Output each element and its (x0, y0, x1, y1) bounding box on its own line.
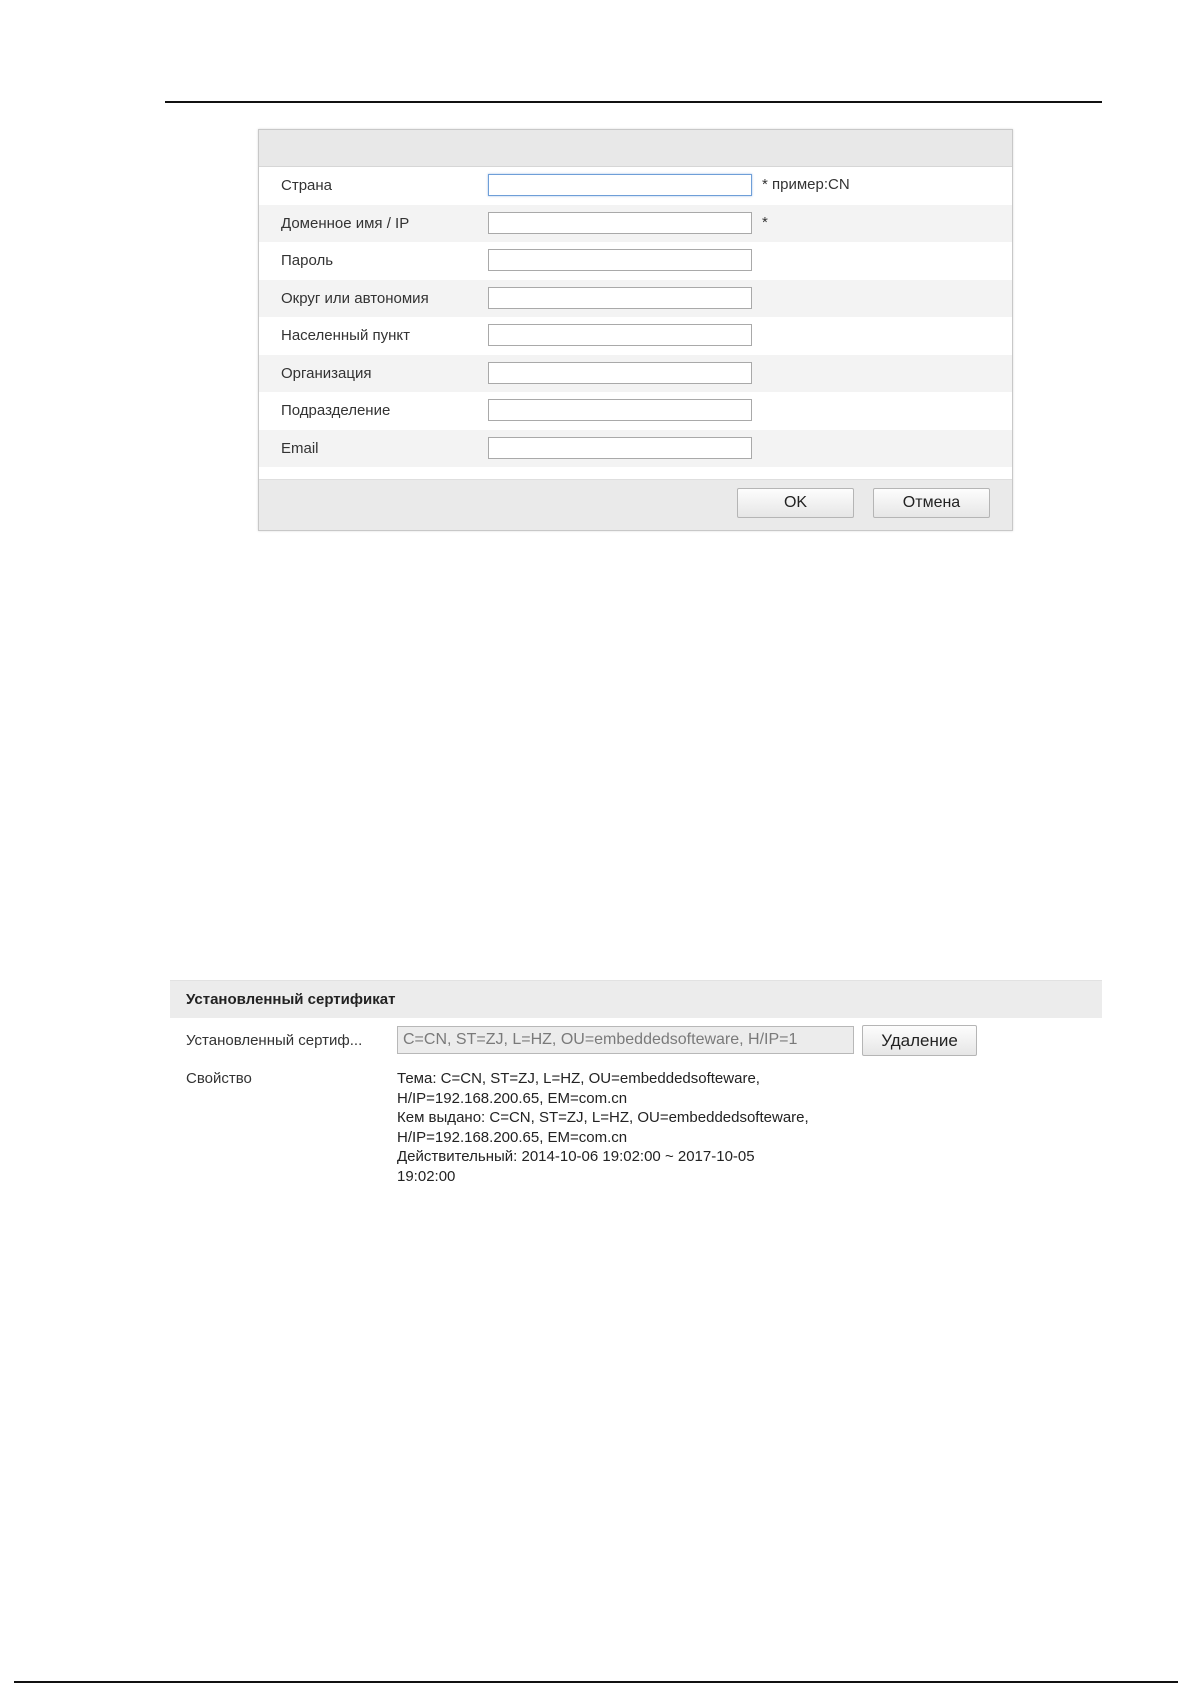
form-row (259, 167, 1012, 205)
field-input[interactable] (488, 399, 752, 421)
dialog-footer (259, 479, 1012, 530)
property-line: 19:02:00 (397, 1167, 456, 1185)
field-label: Email (281, 439, 319, 457)
form-row (259, 392, 1012, 430)
property-label: Свойство (186, 1070, 252, 1087)
certificate-form (259, 167, 1012, 467)
field-hint: * пример:CN (762, 176, 850, 193)
create-certificate-dialog (258, 129, 1013, 531)
field-label: Подразделение (281, 402, 391, 419)
property-line: H/IP=192.168.200.65, EM=com.cn (397, 1128, 628, 1146)
form-row (259, 205, 1012, 243)
field-input[interactable] (488, 362, 752, 384)
field-label: Пароль (281, 252, 334, 269)
field-input[interactable] (488, 174, 752, 196)
page-footer-rule (14, 1681, 1178, 1683)
installed-certificate-field[interactable]: C=CN, ST=ZJ, L=HZ, OU=embeddedsofteware, H/IP=1 (397, 1026, 854, 1054)
form-row (259, 430, 1012, 468)
property-line: Кем выдано: C=CN, ST=ZJ, L=HZ, OU=embeddedsofteware, (397, 1109, 809, 1126)
field-label: Населенный пункт (281, 327, 411, 344)
delete-button[interactable]: Удаление (862, 1025, 977, 1056)
page-header-rule (165, 101, 1102, 103)
field-input[interactable] (488, 212, 752, 234)
field-input[interactable] (488, 324, 752, 346)
form-row (259, 242, 1012, 280)
field-label: Организация (281, 364, 372, 382)
installed-certificate-panel (170, 980, 1102, 1185)
field-input[interactable] (488, 287, 752, 309)
field-input[interactable] (488, 249, 752, 271)
property-line: H/IP=192.168.200.65, EM=com.cn (397, 1089, 628, 1107)
field-label: Доменное имя / IP (281, 214, 410, 232)
installed-certificate-title: Установленный сертификат (170, 980, 1102, 1018)
property-line: Тема: C=CN, ST=ZJ, L=HZ, OU=embeddedsofteware, (397, 1070, 760, 1087)
ok-button[interactable]: OK (737, 488, 854, 518)
form-row (259, 280, 1012, 318)
certificate-properties (397, 1069, 867, 1186)
installed-certificate-label: Установленный сертиф... (186, 1032, 363, 1049)
dialog-title-bar (259, 130, 1012, 167)
form-row (259, 355, 1012, 393)
property-line: Действительный: 2014-10-06 19:02:00 ~ 2017-10-05 (397, 1148, 755, 1165)
field-label: Страна (281, 177, 333, 194)
cancel-button[interactable]: Отмена (873, 488, 990, 518)
form-row (259, 317, 1012, 355)
field-label: Округ или автономия (281, 289, 429, 307)
field-hint: * (762, 213, 768, 231)
field-input[interactable] (488, 437, 752, 459)
